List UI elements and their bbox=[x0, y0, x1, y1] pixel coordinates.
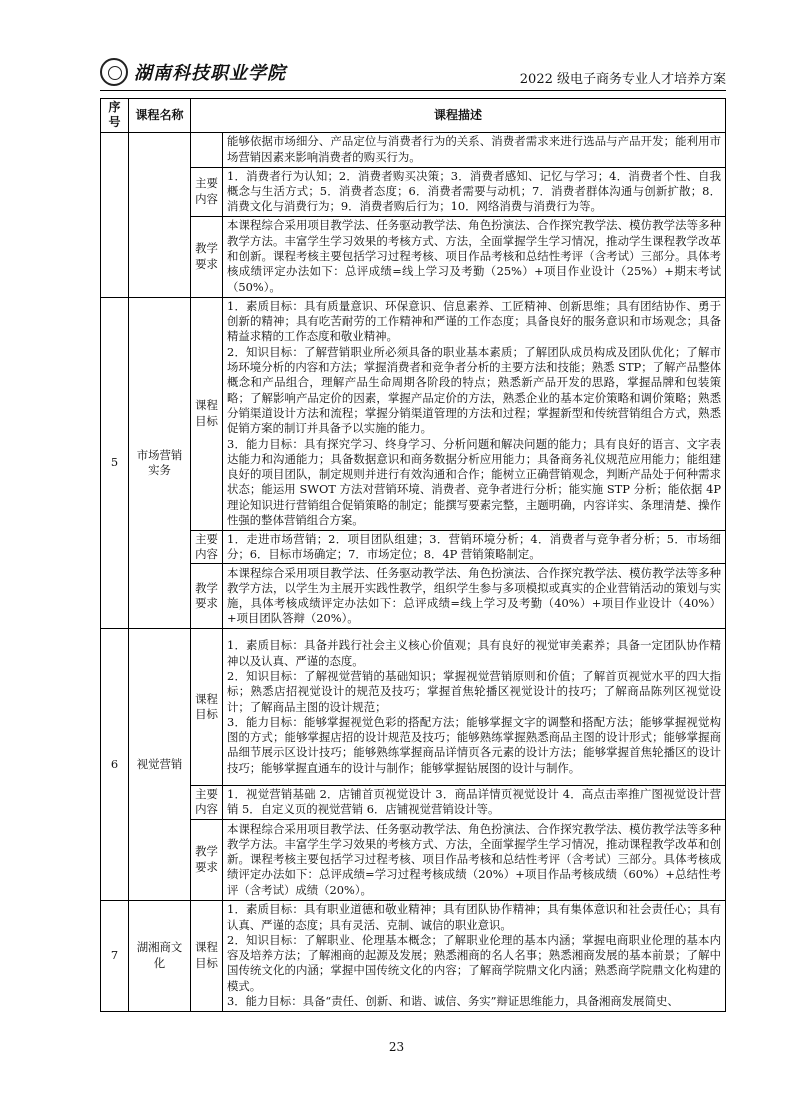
course-table bbox=[100, 98, 726, 1012]
course-name-cell: 视觉营销 bbox=[129, 629, 191, 901]
req-label: 教学要求 bbox=[191, 216, 223, 297]
table-row bbox=[101, 629, 726, 786]
main-label: 主要内容 bbox=[191, 530, 223, 564]
goal-text bbox=[223, 297, 726, 530]
table-header-row bbox=[101, 99, 726, 133]
req-text: 本课程综合采用项目教学法、任务驱动教学法、角色扮演法、合作探究教学法、模仿教学法等多种教学方法，以学生为主展开实践性教学，组织学生参与多项模拟或真实的企业营销活动的策划与实施，具体考核成绩评定办法如下：总评成绩=线上学习及考勤（40%）+项目作业设计（40%）+项目团队答辩（20%）。 bbox=[223, 564, 726, 629]
goal-paragraph: 2．知识目标：了解职业、伦理基本概念；了解职业伦理的基本内涵；掌握电商职业伦理的基本内容及培养方法；了解湘商的起源及发展；熟悉湘商的名人名事；熟悉湘商发展的基本前景；了解中国传统文化的内涵；掌握中国传统文化的内容；了解商学院鼎文化内涵；熟悉商学院鼎文化构建的模式。 bbox=[227, 932, 721, 993]
page-header bbox=[100, 58, 726, 91]
goal-text: 能够依据市场细分、产品定位与消费者行为的关系、消费者需求来进行选品与产品开发；能利用市场营销因素来影响消费者的购买行为。 bbox=[223, 132, 726, 167]
goal-label: 课程目标 bbox=[191, 900, 223, 1011]
req-text: 本课程综合采用项目教学法、任务驱动教学法、角色扮演法、合作探究教学法、模仿教学法等多种教学方法。丰富学生学习效果的考核方式、方法，全面掌握学生学习情况，推动课程教学改革和创新。课程考核主要包括学习过程考核、项目作品考核和总结性考评（含考试）三部分。具体考核成绩评定办法如下：总评成绩=学习过程考核成绩（20%）+项目作品考核成绩（60%）+总结性考评（含考试）成绩（20%）。 bbox=[223, 819, 726, 900]
table-row bbox=[101, 786, 726, 820]
page-number: 23 bbox=[388, 1040, 405, 1054]
table-row bbox=[101, 564, 726, 629]
seq-cell: 6 bbox=[101, 629, 129, 901]
goal-text bbox=[223, 629, 726, 786]
school-name: 湖南科技职业学院 bbox=[134, 63, 286, 84]
table-row bbox=[101, 297, 726, 530]
goal-paragraph: 3．能力目标：具有探究学习、终身学习、分析问题和解决问题的能力；具有良好的语言、文字表达能力和沟通能力；具备数据意识和商务数据分析应用能力；具备商务礼仪规范应用能力；能组建良好的项目团队，制定规则并进行有效沟通和合作；能树立正确营销观念，判断产品处于何种需求状态；能运用 SWOT 方法对营销环境、消费者、竞争者进行分析；能实施 STP 分析；能依据 4P 理论知识进行营销组合促销策略的制定；能撰写要素完整，主题明确，内容详实、条理清楚、操作性强的整体营销组合方案。 bbox=[227, 436, 721, 528]
header-course-desc: 课程描述 bbox=[191, 99, 726, 133]
sub-label-cell bbox=[191, 132, 223, 167]
goal-paragraph: 1．素质目标：具备并践行社会主义核心价值观；具有良好的视觉审美素养；具备一定团队协作精神以及认真、严谨的态度。 bbox=[227, 638, 721, 668]
document-title: 2022 级电子商务专业人才培养方案 bbox=[519, 72, 726, 87]
table-row bbox=[101, 216, 726, 297]
course-name-cell: 湖湘商文化 bbox=[129, 900, 191, 1011]
table-row bbox=[101, 819, 726, 900]
main-content-text: 1．消费者行为认知；2．消费者购买决策；3．消费者感知、记忆与学习；4．消费者个性、自我概念与生活方式；5．消费者态度；6．消费者需要与动机；7．消费者群体沟通与创新扩散；8．消费文化与消费行为；9．消费者购后行为；10．网络消费与消费行为等。 bbox=[223, 167, 726, 216]
main-content-text: 1．视觉营销基础 2．店铺首页视觉设计 3．商品详情页视觉设计 4．高点击率推广图视觉设计营销 5．自定义页的视觉营销 6．店铺视觉营销设计等。 bbox=[223, 786, 726, 820]
seq-cell: 7 bbox=[101, 900, 129, 1011]
goal-paragraph: 1．素质目标：具有职业道德和敬业精神；具有团队协作精神；具有集体意识和社会责任心；具有认真、严谨的态度；具有灵活、克制、诚信的职业意识。 bbox=[227, 902, 721, 932]
course-name-cell: 市场营销实务 bbox=[129, 297, 191, 629]
goal-label: 课程目标 bbox=[191, 629, 223, 786]
table-row bbox=[101, 530, 726, 564]
header-course-name: 课程名称 bbox=[129, 99, 191, 133]
seq-cell bbox=[101, 132, 129, 297]
table-row bbox=[101, 167, 726, 216]
table-row bbox=[101, 900, 726, 1011]
header-seq: 序号 bbox=[101, 99, 129, 133]
goal-paragraph: 2．知识目标：了解营销职业所必须具备的职业基本素质；了解团队成员构成及团队优化；了解市场环境分析的内容和方法；掌握消费者和竞争者分析的主要方法和技能；熟悉 STP；了解产品整体概念和产品组合，理解产品生命周期各阶段的特点；熟悉新产品开发的思路，掌握品牌和包装策略；了解影响产品定价的因素，掌握产品定价的方法，熟悉企业的基本定价策略和调价策略；熟悉分销渠道设计方法和流程；掌握分销渠道管理的方法和过程；掌握新型和传统营销组合方式，熟悉促销方案的制订并具备予以实施的能力。 bbox=[227, 344, 721, 436]
goal-label: 课程目标 bbox=[191, 297, 223, 530]
table-row bbox=[101, 132, 726, 167]
school-logo bbox=[100, 58, 286, 86]
req-label: 教学要求 bbox=[191, 819, 223, 900]
main-label: 主要内容 bbox=[191, 167, 223, 216]
main-content-text: 1．走进市场营销；2．项目团队组建；3．营销环境分析；4．消费者与竞争者分析；5．市场细分；6．目标市场确定；7．市场定位；8．4P 营销策略制定。 bbox=[223, 530, 726, 564]
goal-text bbox=[223, 900, 726, 1011]
goal-paragraph: 2．知识目标：了解视觉营销的基础知识；掌握视觉营销原则和价值；了解首页视觉水平的四大指标；熟悉店招视觉设计的规范及技巧；掌握首焦轮播区视觉设计的技巧；了解商品陈列区视觉设计；了解商品主图的设计规范； bbox=[227, 668, 721, 714]
goal-paragraph: 3．能力目标：能够掌握视觉色彩的搭配方法；能够掌握文字的调整和搭配方法；能够掌握视觉构图的方式；能够掌握店招的设计规范及技巧；能够熟练掌握熟悉商品主图的设计形式；能够掌握商品细节展示区设计技巧；能够熟练掌握商品详情页各元素的设计方法；能够掌握首焦轮播区的设计技巧；能够掌握直通车的设计与制作；能够掌握钻展图的设计与制作。 bbox=[227, 714, 721, 775]
req-label: 教学要求 bbox=[191, 564, 223, 629]
goal-paragraph: 1．素质目标：具有质量意识、环保意识、信息素养、工匠精神、创新思维；具有团结协作、勇于创新的精神；具有吃苦耐劳的工作精神和严谨的工作态度；具备良好的服务意识和市场观念；具备精益求精的工作态度和敬业精神。 bbox=[227, 298, 721, 344]
main-label: 主要内容 bbox=[191, 786, 223, 820]
goal-paragraph: 3．能力目标：具备“责任、创新、和谐、诚信、务实”辩证思维能力，具备湘商发展简史、 bbox=[227, 994, 679, 1009]
school-seal-icon bbox=[100, 58, 128, 86]
seq-cell: 5 bbox=[101, 297, 129, 629]
course-name-cell bbox=[129, 132, 191, 297]
req-text: 本课程综合采用项目教学法、任务驱动教学法、角色扮演法、合作探究教学法、模仿教学法等多种教学方法。丰富学生学习效果的考核方式、方法，全面掌握学生学习情况，推动学生课程教学改革和创新。课程考核主要包括学习过程考核、项目作品考核和总结性考评（含考试）三部分。具体考核成绩评定办法如下：总评成绩=线上学习及考勤（25%）+项目作业设计（25%）+期末考试（50%）。 bbox=[223, 216, 726, 297]
